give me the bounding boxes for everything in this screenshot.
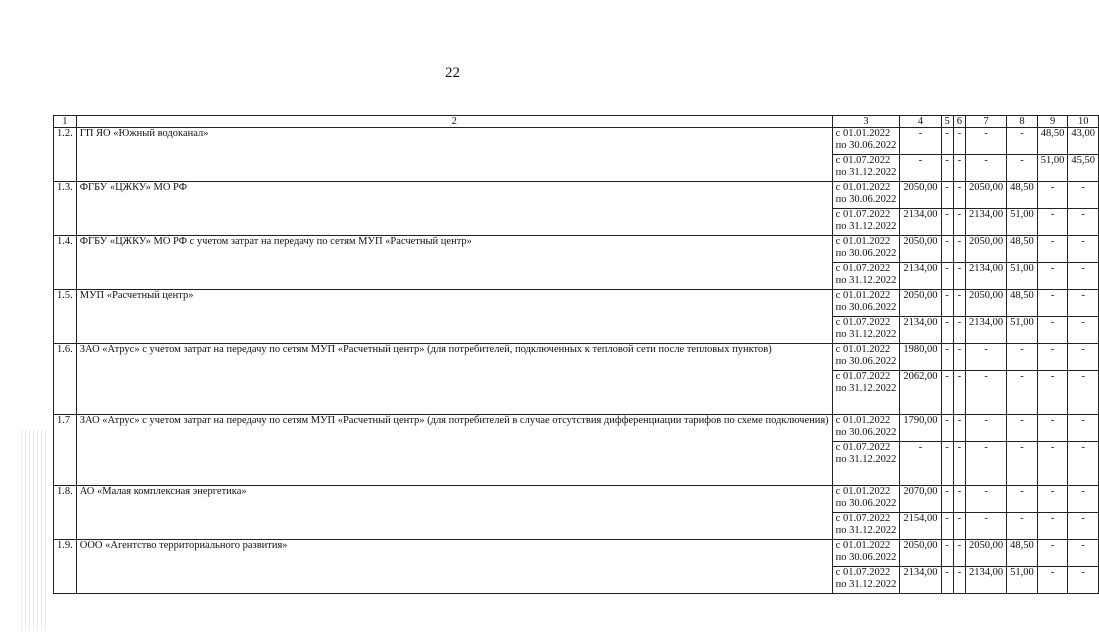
value-cell: 2134,00 [966, 567, 1007, 594]
item-number: 1.5. [54, 290, 77, 344]
value-cell: - [953, 290, 965, 317]
value-cell: - [1007, 442, 1038, 486]
period-start: с 01.01.2022 [835, 344, 891, 355]
value-cell: - [1037, 513, 1068, 540]
value-cell: - [1007, 486, 1038, 513]
value-cell: 2134,00 [966, 263, 1007, 290]
value-cell: 48,50 [1007, 290, 1038, 317]
value-cell: - [953, 567, 965, 594]
value-cell: - [1007, 415, 1038, 442]
value-cell: - [941, 290, 953, 317]
value-cell: - [953, 371, 965, 415]
value-cell: - [941, 415, 953, 442]
value-cell: - [941, 371, 953, 415]
value-cell: - [1007, 155, 1038, 182]
value-cell: - [1037, 344, 1068, 371]
value-cell: - [966, 344, 1007, 371]
value-cell: 48,50 [1007, 236, 1038, 263]
value-cell: - [1068, 567, 1099, 594]
value-cell: 2154,00 [900, 513, 941, 540]
organization-name: АО «Малая комплексная энергетика» [76, 486, 832, 540]
value-cell: - [966, 155, 1007, 182]
value-cell: 51,00 [1037, 155, 1068, 182]
period-cell [832, 513, 900, 540]
item-number: 1.8. [54, 486, 77, 540]
value-cell: - [966, 415, 1007, 442]
period-cell [832, 540, 900, 567]
value-cell: 2050,00 [900, 182, 941, 209]
value-cell: - [941, 317, 953, 344]
value-cell: - [941, 486, 953, 513]
value-cell: - [941, 344, 953, 371]
value-cell: - [966, 371, 1007, 415]
value-cell: - [953, 209, 965, 236]
period-cell [832, 415, 900, 442]
period-end: по 31.12.2022 [835, 167, 897, 178]
value-cell: - [941, 263, 953, 290]
value-cell: - [941, 540, 953, 567]
value-cell: - [953, 540, 965, 567]
value-cell: 2134,00 [900, 567, 941, 594]
value-cell: 48,50 [1007, 540, 1038, 567]
value-cell: - [941, 155, 953, 182]
scan-edge-marks [18, 430, 46, 630]
value-cell: 2050,00 [966, 236, 1007, 263]
period-end: по 30.06.2022 [835, 302, 897, 313]
period-start: с 01.07.2022 [835, 155, 891, 166]
value-cell: 48,50 [1037, 128, 1068, 155]
period-end: по 31.12.2022 [835, 329, 897, 340]
col-header: 6 [953, 116, 965, 128]
period-start: с 01.07.2022 [835, 513, 891, 524]
value-cell: - [1068, 290, 1099, 317]
col-header: 3 [832, 116, 900, 128]
period-end: по 31.12.2022 [835, 275, 897, 286]
period-end: по 31.12.2022 [835, 383, 897, 394]
period-start: с 01.01.2022 [835, 486, 891, 497]
value-cell: - [953, 442, 965, 486]
period-start: с 01.07.2022 [835, 371, 891, 382]
table-row [54, 128, 1099, 155]
value-cell: 2050,00 [966, 540, 1007, 567]
period-cell [832, 290, 900, 317]
col-header: 9 [1037, 116, 1068, 128]
value-cell: 51,00 [1007, 567, 1038, 594]
value-cell: - [1037, 209, 1068, 236]
period-end: по 31.12.2022 [835, 454, 897, 465]
period-cell [832, 317, 900, 344]
value-cell: 2050,00 [900, 290, 941, 317]
value-cell: - [1068, 486, 1099, 513]
value-cell: - [1037, 290, 1068, 317]
item-number: 1.4. [54, 236, 77, 290]
period-end: по 30.06.2022 [835, 498, 897, 509]
item-number: 1.9. [54, 540, 77, 594]
value-cell: 2050,00 [966, 182, 1007, 209]
value-cell: 51,00 [1007, 209, 1038, 236]
period-cell [832, 209, 900, 236]
period-start: с 01.07.2022 [835, 567, 891, 578]
period-end: по 30.06.2022 [835, 248, 897, 259]
col-header: 8 [1007, 116, 1038, 128]
value-cell: 45,50 [1068, 155, 1099, 182]
period-cell [832, 344, 900, 371]
value-cell: - [953, 236, 965, 263]
col-header: 7 [966, 116, 1007, 128]
value-cell: 2050,00 [966, 290, 1007, 317]
value-cell: 51,00 [1007, 317, 1038, 344]
organization-name: ГП ЯО «Южный водоканал» [76, 128, 832, 182]
value-cell: - [1068, 540, 1099, 567]
value-cell: - [1068, 442, 1099, 486]
table-row [54, 344, 1099, 371]
period-end: по 31.12.2022 [835, 525, 897, 536]
period-start: с 01.07.2022 [835, 209, 891, 220]
value-cell: - [941, 128, 953, 155]
value-cell: - [1007, 371, 1038, 415]
item-number: 1.7 [54, 415, 77, 486]
value-cell: - [941, 182, 953, 209]
period-start: с 01.01.2022 [835, 290, 891, 301]
value-cell: - [953, 415, 965, 442]
value-cell: - [1037, 486, 1068, 513]
value-cell: - [1037, 236, 1068, 263]
period-cell [832, 128, 900, 155]
value-cell: 2050,00 [900, 540, 941, 567]
value-cell: 2070,00 [900, 486, 941, 513]
table-row [54, 540, 1099, 567]
value-cell: 2062,00 [900, 371, 941, 415]
table-row [54, 290, 1099, 317]
value-cell: - [941, 236, 953, 263]
table-row [54, 182, 1099, 209]
value-cell: - [1007, 128, 1038, 155]
period-end: по 30.06.2022 [835, 427, 897, 438]
value-cell: - [900, 442, 941, 486]
value-cell: - [966, 513, 1007, 540]
value-cell: - [953, 128, 965, 155]
period-start: с 01.01.2022 [835, 182, 891, 193]
period-start: с 01.07.2022 [835, 317, 891, 328]
value-cell: - [1037, 567, 1068, 594]
value-cell: 1790,00 [900, 415, 941, 442]
value-cell: - [900, 128, 941, 155]
period-end: по 31.12.2022 [835, 221, 897, 232]
col-header: 2 [76, 116, 832, 128]
col-header: 1 [54, 116, 77, 128]
value-cell: - [953, 317, 965, 344]
value-cell: - [1068, 317, 1099, 344]
period-cell [832, 442, 900, 486]
table-row [54, 236, 1099, 263]
value-cell: - [1068, 182, 1099, 209]
period-cell [832, 263, 900, 290]
value-cell: 48,50 [1007, 182, 1038, 209]
item-number: 1.6. [54, 344, 77, 415]
value-cell: - [941, 567, 953, 594]
value-cell: 2050,00 [900, 236, 941, 263]
value-cell: - [1068, 513, 1099, 540]
value-cell: - [1037, 371, 1068, 415]
period-cell [832, 567, 900, 594]
value-cell: - [1037, 317, 1068, 344]
table-body [54, 128, 1099, 594]
value-cell: 51,00 [1007, 263, 1038, 290]
value-cell: - [1068, 236, 1099, 263]
item-number: 1.3. [54, 182, 77, 236]
value-cell: - [966, 442, 1007, 486]
period-cell [832, 182, 900, 209]
period-end: по 31.12.2022 [835, 579, 897, 590]
value-cell: 2134,00 [900, 317, 941, 344]
table-row [54, 486, 1099, 513]
value-cell: - [953, 513, 965, 540]
period-cell [832, 371, 900, 415]
period-start: с 01.01.2022 [835, 128, 891, 139]
value-cell: - [1068, 371, 1099, 415]
value-cell: - [1068, 344, 1099, 371]
period-end: по 30.06.2022 [835, 356, 897, 367]
value-cell: 2134,00 [900, 209, 941, 236]
value-cell: - [966, 128, 1007, 155]
value-cell: - [966, 486, 1007, 513]
organization-name: МУП «Расчетный центр» [76, 290, 832, 344]
value-cell: 2134,00 [900, 263, 941, 290]
value-cell: - [900, 155, 941, 182]
col-header: 5 [941, 116, 953, 128]
col-header: 4 [900, 116, 941, 128]
period-cell [832, 486, 900, 513]
period-end: по 30.06.2022 [835, 552, 897, 563]
value-cell: - [941, 209, 953, 236]
value-cell: - [953, 486, 965, 513]
value-cell: - [953, 155, 965, 182]
item-number: 1.2. [54, 128, 77, 182]
period-start: с 01.07.2022 [835, 442, 891, 453]
header-row [54, 116, 1099, 128]
value-cell: 2134,00 [966, 209, 1007, 236]
value-cell: - [953, 344, 965, 371]
value-cell: - [1037, 182, 1068, 209]
value-cell: - [1068, 415, 1099, 442]
page-number: 22 [445, 65, 460, 81]
value-cell: - [941, 442, 953, 486]
period-end: по 30.06.2022 [835, 194, 897, 205]
organization-name: ЗАО «Атрус» с учетом затрат на передачу по сетям МУП «Расчетный центр» (для потребителей в случае отсутствия дифференциации тарифов по схеме подключения) [76, 415, 832, 486]
value-cell: - [1068, 263, 1099, 290]
value-cell: - [1037, 263, 1068, 290]
period-start: с 01.07.2022 [835, 263, 891, 274]
value-cell: - [1037, 415, 1068, 442]
period-start: с 01.01.2022 [835, 415, 891, 426]
col-header: 10 [1068, 116, 1099, 128]
organization-name: ООО «Агентство территориального развития» [76, 540, 832, 594]
period-end: по 30.06.2022 [835, 140, 897, 151]
value-cell: - [953, 182, 965, 209]
value-cell: - [1068, 209, 1099, 236]
value-cell: 1980,00 [900, 344, 941, 371]
period-cell [832, 155, 900, 182]
value-cell: - [1037, 442, 1068, 486]
table-row [54, 415, 1099, 442]
value-cell: - [1007, 513, 1038, 540]
value-cell: - [941, 513, 953, 540]
organization-name: ФГБУ «ЦЖКУ» МО РФ с учетом затрат на передачу по сетям МУП «Расчетный центр» [76, 236, 832, 290]
value-cell: - [1037, 540, 1068, 567]
organization-name: ЗАО «Атрус» с учетом затрат на передачу по сетям МУП «Расчетный центр» (для потребителей, подключенных к тепловой сети после тепловых пунктов) [76, 344, 832, 415]
value-cell: 2134,00 [966, 317, 1007, 344]
period-start: с 01.01.2022 [835, 236, 891, 247]
period-cell [832, 236, 900, 263]
value-cell: - [1007, 344, 1038, 371]
value-cell: - [953, 263, 965, 290]
tariff-table [53, 115, 1099, 594]
period-start: с 01.01.2022 [835, 540, 891, 551]
organization-name: ФГБУ «ЦЖКУ» МО РФ [76, 182, 832, 236]
value-cell: 43,00 [1068, 128, 1099, 155]
